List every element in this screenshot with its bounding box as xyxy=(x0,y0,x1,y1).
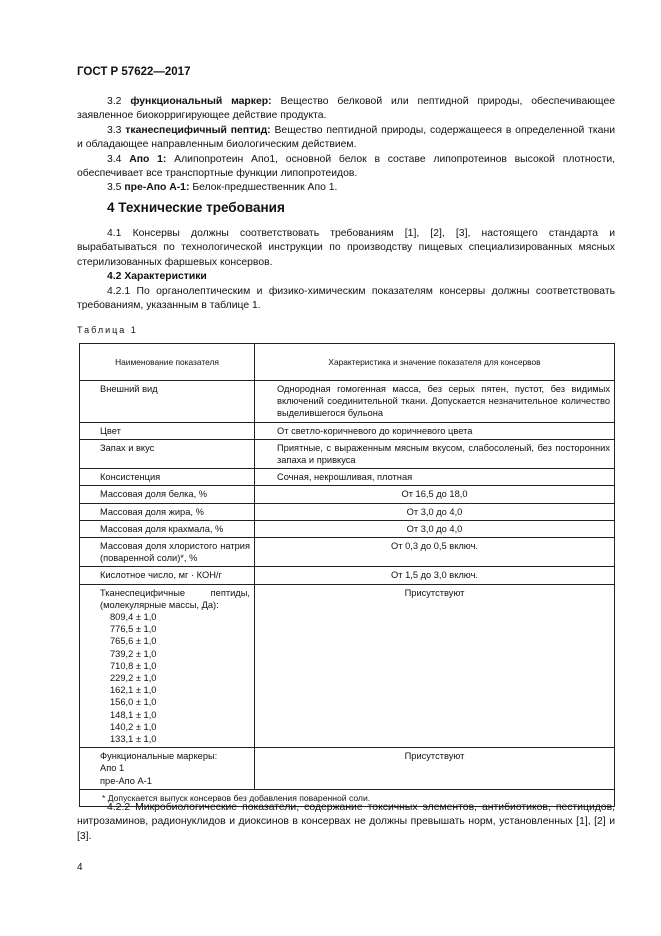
table-row xyxy=(80,422,615,439)
list-item: 776,5 ± 1,0 xyxy=(110,624,157,635)
definition-3-5: 3.5 пре-Апо А-1: Белок-предшественник Апо 1. xyxy=(107,182,338,194)
row-name: Запах и вкус xyxy=(80,439,255,468)
table-row-markers xyxy=(80,748,615,790)
section-4-title: 4 Технические требования xyxy=(107,200,285,215)
table-header-row xyxy=(80,344,615,381)
list-item: пре-Апо А-1 xyxy=(100,775,152,786)
table-caption: Таблица 1 xyxy=(77,325,138,335)
table-row-peptides xyxy=(80,584,615,748)
list-item: 133,1 ± 1,0 xyxy=(110,734,157,745)
list-item: 229,2 ± 1,0 xyxy=(110,673,157,684)
row-name xyxy=(80,748,255,790)
peptides-label: Тканеспецифичные пептиды, (молекулярные массы, Да): xyxy=(100,587,250,610)
definition-3-4: 3.4 Апо 1: Алипопротеин Апо1, основной белок в составе липопротеинов высокой плотности, обеспечивает все транспортные функции липопротеидов. xyxy=(77,153,616,180)
list-item: 148,1 ± 1,0 xyxy=(110,709,157,720)
row-value: От 3,0 до 4,0 xyxy=(255,503,615,520)
heading-4-2: 4.2 Характеристики xyxy=(107,271,207,283)
paragraph-4-2-2-text: 4.2.2 Микробиологические показатели, содержание токсичных элементов, антибиотиков, пестицидов, нитрозаминов, радионуклидов и диоксинов в консервах не должны превышать норм, установленных [1], [2] и [3]. xyxy=(77,802,615,842)
characteristics-table xyxy=(79,343,615,807)
definition-3-2: 3.2 функциональный маркер: Вещество белковой или пептидной природы, обеспечивающее заявленное биокорригирующее действие продукта. xyxy=(77,96,616,122)
paragraph-4-2-1: 4.2.1 По органолептическим и физико-химическим показателям консервы должны соответствовать требованиям, указанным в таблице 1. xyxy=(77,285,615,312)
row-value: Приятные, с выраженным мясным вкусом, слабосоленый, без посторонних запаха и привкуса xyxy=(255,439,615,468)
row-name: Внешний вид xyxy=(80,381,255,423)
list-item: 156,0 ± 1,0 xyxy=(110,697,157,708)
list-item: 765,6 ± 1,0 xyxy=(110,636,157,647)
list-item: 710,8 ± 1,0 xyxy=(110,660,157,671)
section-4-body xyxy=(77,227,615,313)
paragraph-4-1: 4.1 Консервы должны соответствовать требованиям [1], [2], [3], настоящего стандарта и вырабатываться по технологической инструкции по производству пищевых специализированных мясных стерилизованных фаршевых консервов. xyxy=(77,228,615,268)
row-name: Массовая доля белка, % xyxy=(80,486,255,503)
row-value: Сочная, некрошливая, плотная xyxy=(255,469,615,486)
row-value: Присутствуют xyxy=(255,584,615,748)
row-name: Массовая доля крахмала, % xyxy=(80,520,255,537)
document-header: ГОСТ Р 57622—2017 xyxy=(77,66,191,78)
table-row xyxy=(80,381,615,423)
list-item: 809,4 ± 1,0 xyxy=(110,612,157,623)
header-cell-name: Наименование показателя xyxy=(80,344,255,381)
row-value: От 16,5 до 18,0 xyxy=(255,486,615,503)
table-row xyxy=(80,567,615,584)
row-value: От светло-коричневого до коричневого цвета xyxy=(255,422,615,439)
table-row xyxy=(80,486,615,503)
paragraph-4-2-2 xyxy=(77,801,615,844)
page-number: 4 xyxy=(77,862,83,873)
list-item: 162,1 ± 1,0 xyxy=(110,685,157,696)
peptides-mass-list xyxy=(100,611,250,745)
row-value: Присутствуют xyxy=(255,748,615,790)
table-row xyxy=(80,439,615,468)
list-item: 739,2 ± 1,0 xyxy=(110,648,157,659)
table-row xyxy=(80,469,615,486)
definition-3-3: 3.3 тканеспецифичный пептид: Вещество пептидной природы, содержащееся в определенной ткани и обладающее направленным биологическим действием. xyxy=(77,124,616,151)
row-value: От 3,0 до 4,0 xyxy=(255,520,615,537)
row-name xyxy=(80,584,255,748)
table-row xyxy=(80,538,615,567)
row-name: Кислотное число, мг · КОН/г xyxy=(80,567,255,584)
row-name: Массовая доля хлористого натрия (поваренной соли)*, % xyxy=(80,538,255,567)
list-item: Апо 1 xyxy=(100,763,125,774)
table-row xyxy=(80,503,615,520)
definitions-block xyxy=(77,95,615,196)
markers-label: Функциональные маркеры: xyxy=(100,751,218,762)
row-value: От 0,3 до 0,5 включ. xyxy=(255,538,615,567)
row-name: Консистенция xyxy=(80,469,255,486)
header-cell-value: Характеристика и значение показателя для консервов xyxy=(255,344,615,381)
row-value: Однородная гомогенная масса, без серых пятен, пустот, без видимых включений соединительной ткани. Допускается незначительное количество выделившегося бульона xyxy=(255,381,615,423)
table-footnote: * Допускается выпуск консервов без добавления поваренной соли. xyxy=(80,789,615,806)
table-row xyxy=(80,520,615,537)
row-name: Массовая доля жира, % xyxy=(80,503,255,520)
row-value: От 1,5 до 3,0 включ. xyxy=(255,567,615,584)
list-item: 140,2 ± 1,0 xyxy=(110,721,157,732)
row-name: Цвет xyxy=(80,422,255,439)
